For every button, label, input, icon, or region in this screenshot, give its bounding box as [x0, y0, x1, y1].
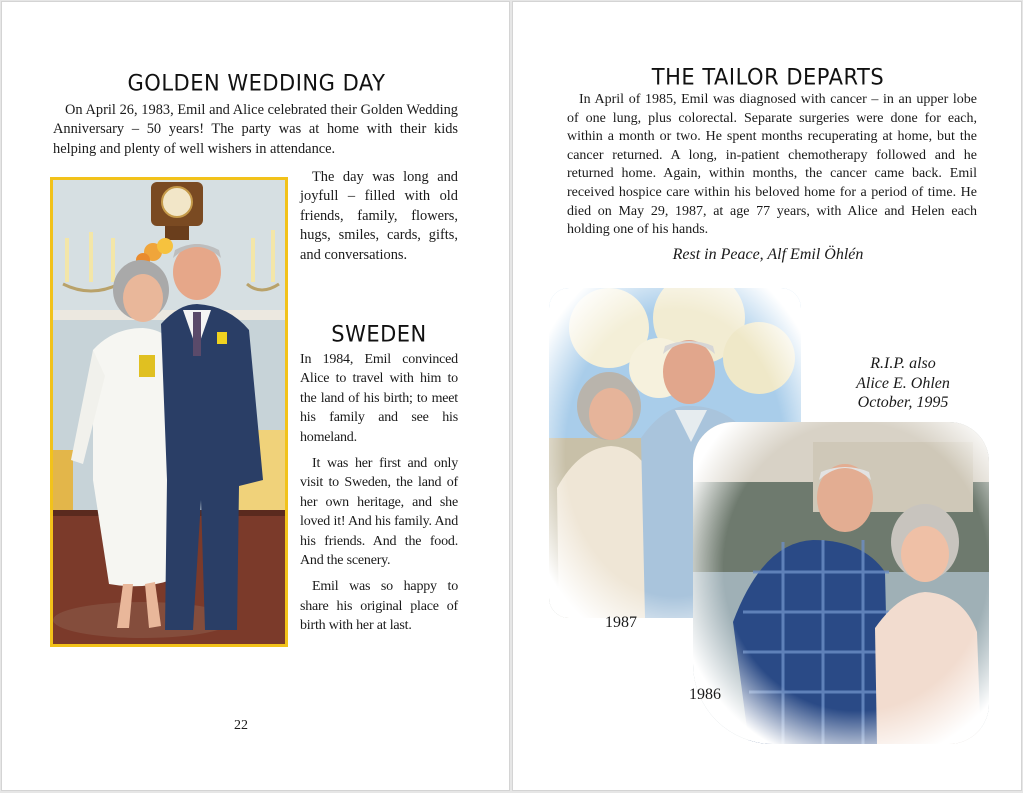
- tailor-departs-text: In April of 1985, Emil was diagnosed with cancer – in an upper lobe of one lung, plus colorectal. Separate surgeries were done for each, within a month or two. He spent months recuperating at home, but the cancer returned. A long, in-patient chemotherapy followed and he returned home. Again, within months, the cancer came back. Emil received hospice care within his beloved home for a period of time. He died on May 29, 1987, at age 77 years, with Alice and Helen each holding one of his hands.: [567, 92, 977, 238]
- rip-also-line: R.I.P. also: [870, 355, 936, 372]
- left-page: [1, 1, 510, 791]
- rest-in-peace-caption: Rest in Peace, Alf Emil Öhlén: [672, 246, 864, 263]
- rip-also-name: Alice E. Ohlen: [856, 374, 950, 392]
- page-number: 22: [234, 718, 248, 733]
- year-label-1987: 1987: [605, 614, 637, 631]
- golden-wedding-intro: On April 26, 1983, Emil and Alice celebrated their Golden Wedding Anniversary – 50 years! The party was at home with their kids helping and plenty of well wishers in attendance.: [53, 102, 458, 157]
- year-label-1986: 1986: [689, 686, 721, 703]
- golden-wedding-day-text: The day was long and joyfull – filled with old friends, family, flowers, hugs, smiles, cards, gifts, and conversations.: [300, 169, 458, 263]
- golden-wedding-heading: GOLDEN WEDDING DAY: [127, 70, 386, 96]
- anniversary-photo: [50, 177, 288, 647]
- rip-also-date: October, 1995: [857, 394, 949, 412]
- sweden-text: In 1984, Emil convinced Alice to travel with him to the land of his birth; to meet his family and see his homeland. It was her first and only visit to Sweden, the land of her own heritage, and she loved it! And his family. And his friends. And the food. And the scenery. Emil was so happy to share his original place of birth with her at last.: [300, 352, 458, 634]
- photo-1986: [693, 422, 989, 744]
- sweden-heading: SWEDEN: [331, 321, 427, 347]
- right-page: [512, 1, 1022, 791]
- tailor-departs-heading: THE TAILOR DEPARTS: [651, 64, 885, 90]
- rip-also-note: [843, 354, 963, 413]
